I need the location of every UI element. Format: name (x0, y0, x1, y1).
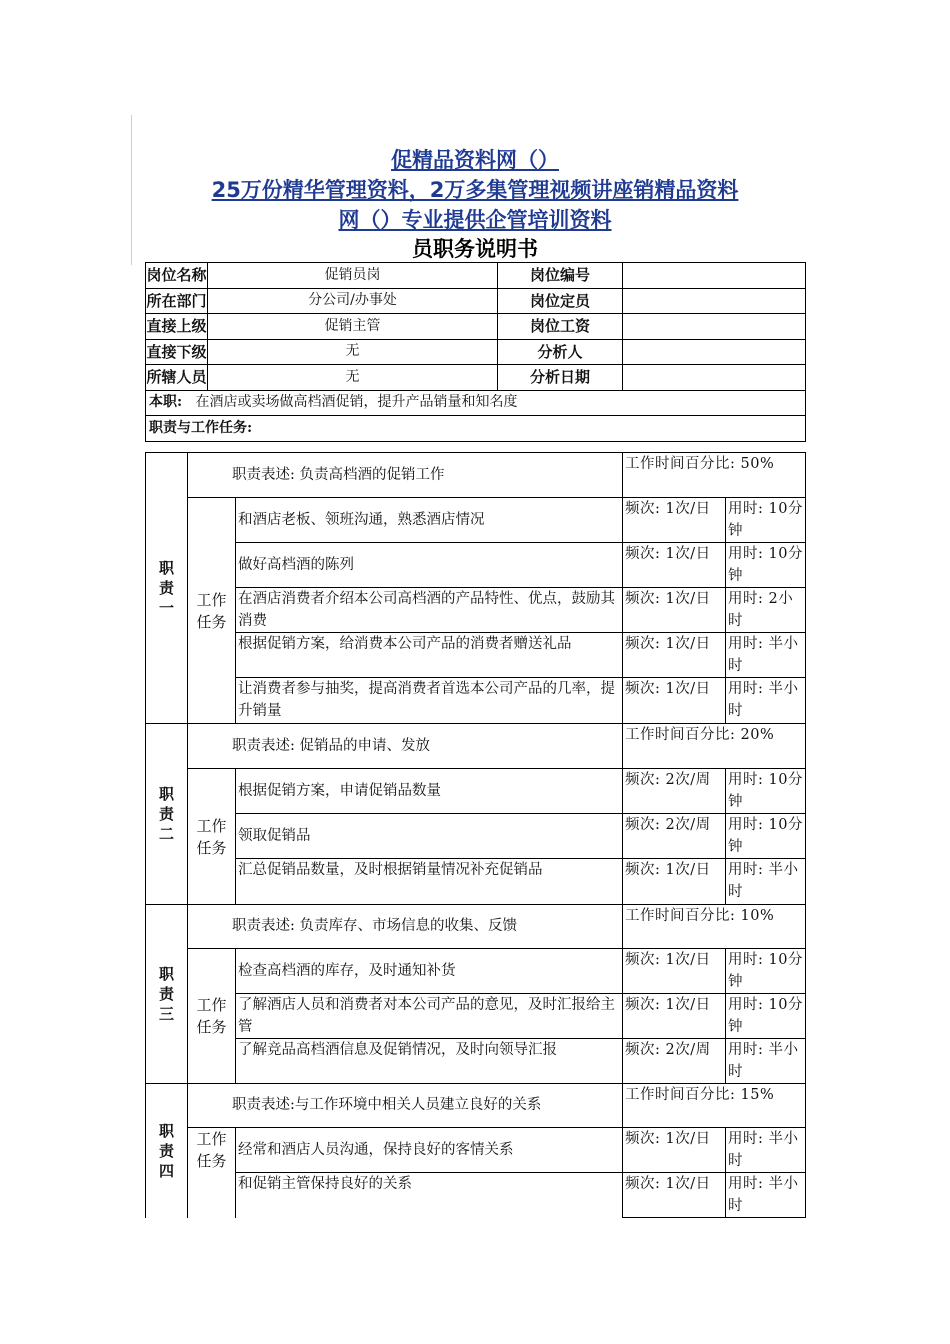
task-frequency: 频次: 2次/周 (623, 1039, 726, 1084)
role-row (146, 390, 806, 416)
task-text: 领取促销品 (236, 814, 623, 859)
task-row (146, 498, 806, 543)
task-duration: 用时: 10分钟 (726, 498, 806, 543)
task-row (146, 1039, 806, 1084)
task-frequency: 频次: 1次/日 (623, 1173, 726, 1218)
task-duration: 用时: 半小时 (726, 1039, 806, 1084)
task-row (146, 814, 806, 859)
task-label: 工作任务 (188, 949, 236, 1084)
info-row (146, 288, 806, 314)
task-duration: 用时: 10分钟 (726, 994, 806, 1039)
task-duration: 用时: 半小时 (726, 859, 806, 905)
info-row (146, 314, 806, 340)
job-info-table (145, 262, 806, 442)
task-frequency: 频次: 1次/日 (623, 994, 726, 1039)
info-value (623, 365, 806, 391)
duty-desc: 职责表述: 负责库存、市场信息的收集、反馈 (188, 905, 623, 949)
document-title: 员职务说明书 (412, 237, 538, 261)
duty-label: 职责四 (146, 1084, 188, 1218)
task-row (146, 1128, 806, 1173)
task-frequency: 频次: 1次/日 (623, 949, 726, 994)
duty-desc-row (146, 453, 806, 498)
duty-percentage: 工作时间百分比: 20% (623, 724, 806, 769)
task-text: 经常和酒店人员沟通，保持良好的客情关系 (236, 1128, 623, 1173)
task-duration: 用时: 10分钟 (726, 543, 806, 588)
info-label: 所在部门 (146, 288, 208, 314)
duty-desc-row (146, 1084, 806, 1128)
duty-label: 职责一 (146, 453, 188, 724)
role-text: 在酒店或卖场做高档酒促销，提升产品销量和知名度 (195, 394, 518, 411)
info-value: 无 (208, 339, 498, 365)
task-frequency: 频次: 2次/周 (623, 814, 726, 859)
role-label: 本职: (149, 394, 183, 411)
duty-desc-row (146, 724, 806, 769)
task-duration: 用时: 半小时 (726, 1173, 806, 1218)
task-row (146, 543, 806, 588)
info-label: 直接下级 (146, 339, 208, 365)
task-text: 根据促销方案，申请促销品数量 (236, 769, 623, 814)
task-duration: 用时: 半小时 (726, 678, 806, 724)
task-label: 工作任务 (188, 769, 236, 905)
info-row (146, 365, 806, 391)
duty-desc: 职责表述:与工作环境中相关人员建立良好的关系 (188, 1084, 623, 1128)
task-frequency: 频次: 2次/周 (623, 769, 726, 814)
duty-desc-row (146, 905, 806, 949)
task-row (146, 859, 806, 905)
task-text: 让消费者参与抽奖，提高消费者首选本公司产品的几率，提升销量 (236, 678, 623, 724)
task-duration: 用时: 10分钟 (726, 949, 806, 994)
info-label: 岗位编号 (498, 263, 623, 289)
duty-percentage: 工作时间百分比: 10% (623, 905, 806, 949)
info-label: 岗位工资 (498, 314, 623, 340)
info-value (623, 314, 806, 340)
task-frequency: 频次: 1次/日 (623, 543, 726, 588)
task-label: 工作任务 (188, 498, 236, 724)
task-frequency: 频次: 1次/日 (623, 498, 726, 543)
task-text: 和促销主管保持良好的关系 (236, 1173, 623, 1218)
info-value: 促销主管 (208, 314, 498, 340)
task-duration: 用时: 2小时 (726, 588, 806, 633)
duty-label: 职责三 (146, 905, 188, 1084)
header-link-line2[interactable]: 25万份精华管理资料，2万多集管理视频讲座销精品资料 (211, 178, 739, 202)
task-label: 工作任务 (188, 1128, 236, 1218)
duties-table (145, 452, 806, 1218)
duty-percentage: 工作时间百分比: 15% (623, 1084, 806, 1128)
duty-percentage: 工作时间百分比: 50% (623, 453, 806, 498)
task-row (146, 678, 806, 724)
task-frequency: 频次: 1次/日 (623, 588, 726, 633)
task-duration: 用时: 10分钟 (726, 814, 806, 859)
duty-label: 职责二 (146, 724, 188, 905)
duty-desc: 职责表述: 负责高档酒的促销工作 (188, 453, 623, 498)
info-label: 分析人 (498, 339, 623, 365)
info-row (146, 339, 806, 365)
task-row (146, 633, 806, 678)
task-frequency: 频次: 1次/日 (623, 1128, 726, 1173)
info-value: 分公司/办事处 (208, 288, 498, 314)
info-row (146, 263, 806, 289)
task-text: 和酒店老板、领班沟通，熟悉酒店情况 (236, 498, 623, 543)
task-frequency: 频次: 1次/日 (623, 633, 726, 678)
header-link-line3[interactable]: 网（）专业提供企管培训资料 (338, 208, 612, 232)
info-value: 无 (208, 365, 498, 391)
info-label: 直接上级 (146, 314, 208, 340)
info-value (623, 339, 806, 365)
header-link-line1[interactable]: 促精品资料网（） (391, 148, 559, 172)
info-label: 所辖人员 (146, 365, 208, 391)
task-text: 在酒店消费者介绍本公司高档酒的产品特性、优点，鼓励其消费 (236, 588, 623, 633)
duties-heading-row (146, 416, 806, 442)
task-row (146, 588, 806, 633)
info-label: 岗位定员 (498, 288, 623, 314)
task-row (146, 1173, 806, 1218)
task-duration: 用时: 10分钟 (726, 769, 806, 814)
task-text: 汇总促销品数量，及时根据销量情况补充促销品 (236, 859, 623, 905)
task-row (146, 949, 806, 994)
task-row (146, 994, 806, 1039)
info-value (623, 263, 806, 289)
duty-desc: 职责表述: 促销品的申请、发放 (188, 724, 623, 769)
info-label: 岗位名称 (146, 263, 208, 289)
task-text: 做好高档酒的陈列 (236, 543, 623, 588)
task-duration: 用时: 半小时 (726, 633, 806, 678)
task-text: 检查高档酒的库存，及时通知补货 (236, 949, 623, 994)
duties-heading: 职责与工作任务: (146, 416, 806, 442)
info-label: 分析日期 (498, 365, 623, 391)
task-frequency: 频次: 1次/日 (623, 859, 726, 905)
task-row (146, 769, 806, 814)
info-value (623, 288, 806, 314)
task-text: 了解竞品高档酒信息及促销情况，及时向领导汇报 (236, 1039, 623, 1084)
task-text: 了解酒店人员和消费者对本公司产品的意见，及时汇报给主管 (236, 994, 623, 1039)
task-duration: 用时: 半小时 (726, 1128, 806, 1173)
task-frequency: 频次: 1次/日 (623, 678, 726, 724)
info-value: 促销员岗 (208, 263, 498, 289)
task-text: 根据促销方案，给消费本公司产品的消费者赠送礼品 (236, 633, 623, 678)
